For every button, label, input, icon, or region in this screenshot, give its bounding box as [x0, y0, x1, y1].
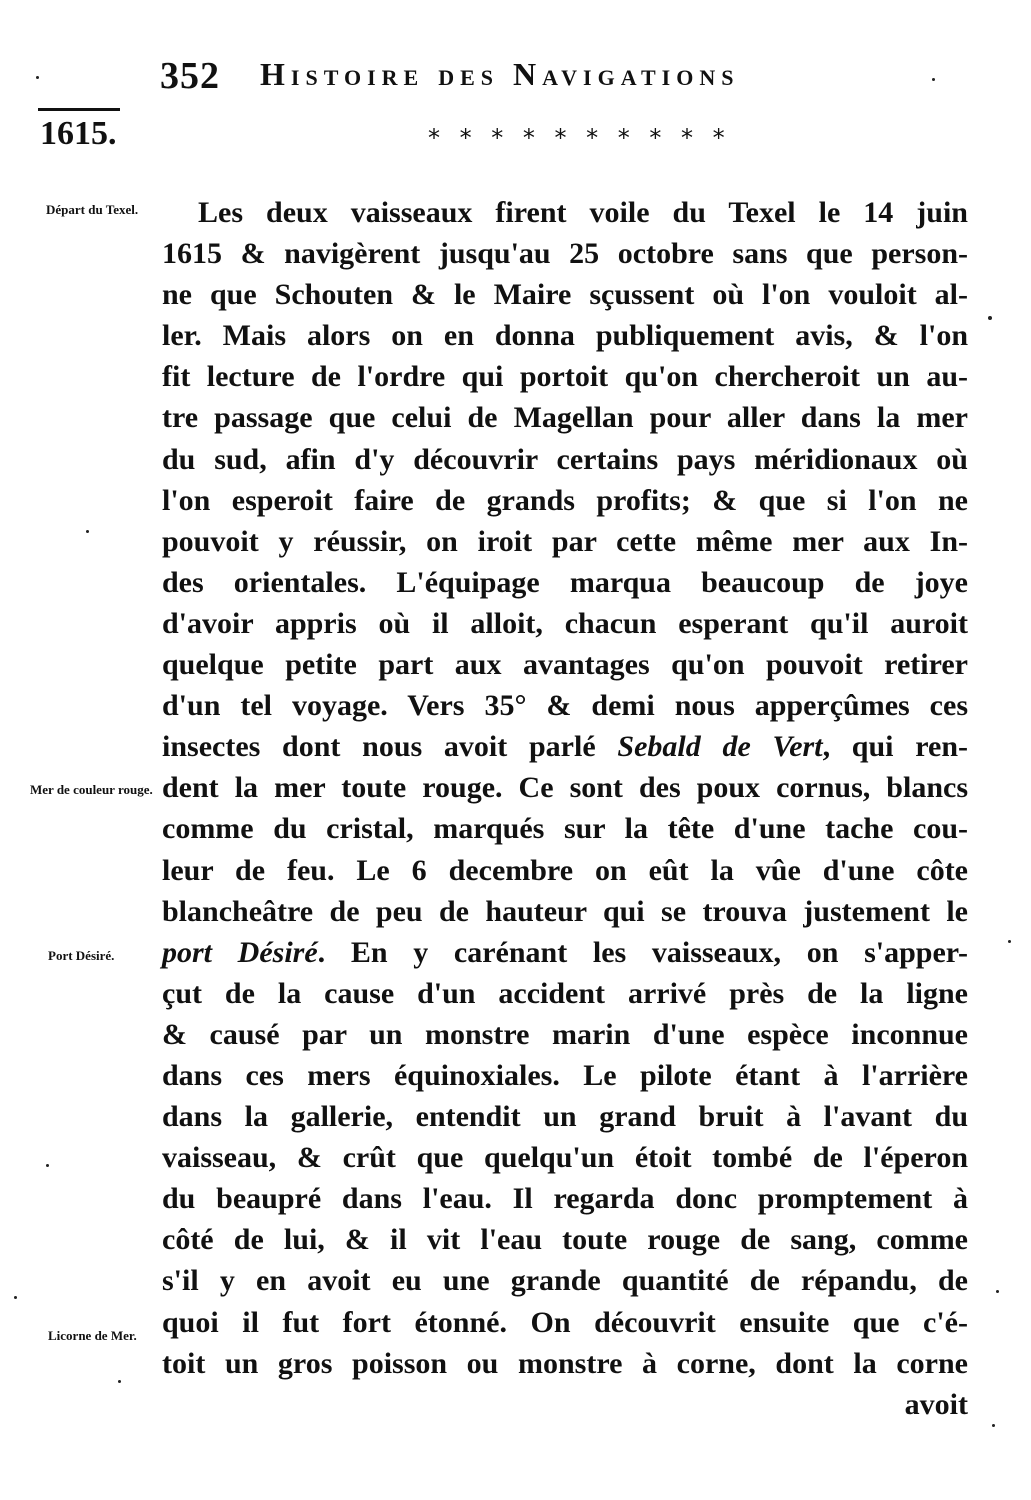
text-line: s'il y en avoit eu une grande quantité de répandu, de	[162, 1264, 968, 1298]
scan-speck	[932, 78, 935, 81]
text-line: quelque petite part aux avantages qu'on pouvoit retirer	[162, 648, 968, 682]
scan-speck	[1008, 940, 1011, 943]
text-line: d'avoir appris où il alloit, chacun esperant qu'il auroit	[162, 606, 968, 640]
text-line: dans la gallerie, entendit un grand bruit à l'avant du	[162, 1100, 968, 1134]
text-line: & causé par un monstre marin d'une espèce inconnue	[162, 1017, 968, 1051]
text-line: dans ces mers équinoxiales. Le pilote étant à l'arrière	[162, 1058, 968, 1092]
margin-note-licorne: Licorne de Mer.	[48, 1328, 137, 1343]
text-line: vaisseau, & crût que quelqu'un étoit tombé de l'éperon	[162, 1141, 968, 1175]
margin-note-port-desire: Port Désiré.	[48, 948, 115, 963]
text-line: comme du cristal, marqués sur la tête d'une tache cou-	[162, 812, 968, 846]
text-line: tre passage que celui de Magellan pour aller dans la mer	[162, 401, 968, 435]
text-line: quoi il fut fort étonné. On découvrit ensuite que c'é-	[162, 1305, 968, 1339]
text-line: pouvoit y réussir, on iroit par cette même mer aux In-	[162, 524, 968, 558]
text-line: Les deux vaisseaux firent voile du Texel le 14 juin	[198, 196, 968, 229]
text-line	[162, 932, 968, 973]
scan-speck	[14, 1296, 17, 1299]
text-line: ler. Mais alors on en donna publiquement avis, & l'on	[162, 319, 968, 353]
header-rule	[38, 108, 120, 111]
scan-speck	[118, 1380, 121, 1383]
text-line: d'un tel voyage. Vers 35° & demi nous apperçûmes ces	[162, 689, 968, 723]
scan-speck	[988, 316, 992, 320]
margin-note-mer-rouge: Mer de couleur rouge.	[30, 782, 153, 797]
text-fragment: , qui ren-	[822, 730, 969, 764]
text-line: l'on esperoit faire de grands profits; & que si l'on ne	[162, 483, 968, 517]
italic-place-name: port Désiré	[162, 935, 318, 969]
asterism-ornament: * * * * * * * * * *	[428, 124, 731, 152]
text-line: leur de feu. Le 6 decembre on eût la vûe d'une côte	[162, 853, 968, 887]
scan-speck	[86, 530, 89, 533]
text-line	[162, 726, 968, 767]
year-marginal: 1615.	[40, 115, 117, 152]
text-line: fit lecture de l'ordre qui portoit qu'on chercheroit un au-	[162, 360, 968, 394]
scan-speck	[992, 1424, 995, 1427]
scan-speck	[46, 1164, 49, 1167]
page-number: 352	[160, 55, 220, 97]
text-line: dent la mer toute rouge. Ce sont des poux cornus, blancs	[162, 771, 968, 805]
text-line: côté de lui, & il vit l'eau toute rouge de sang, comme	[162, 1223, 968, 1257]
running-head	[160, 52, 900, 102]
text-fragment: . En y carénant les vaisseaux, on s'apper-	[317, 935, 968, 969]
text-line: toit un gros poisson ou monstre à corne, dont la corne	[162, 1346, 968, 1380]
catchword: avoit	[904, 1387, 968, 1421]
text-line: des orientales. L'équipage marqua beaucoup de joye	[162, 565, 968, 599]
text-line: du beaupré dans l'eau. Il regarda donc promptement à	[162, 1182, 968, 1216]
text-line: blancheâtre de peu de hauteur qui se trouva justement le	[162, 894, 968, 928]
running-title: Histoire des Navigations	[260, 56, 740, 92]
text-line: du sud, afin d'y découvrir certains pays méridionaux où	[162, 442, 968, 476]
text-line: çut de la cause d'un accident arrivé près de la ligne	[162, 976, 968, 1010]
text-fragment: insectes dont nous avoit parlé	[162, 730, 618, 764]
margin-note-depart: Départ du Texel.	[46, 202, 139, 217]
text-line: 1615 & navigèrent jusqu'au 25 octobre sans que person-	[162, 237, 968, 271]
scan-speck	[996, 1290, 999, 1293]
text-line: ne que Schouten & le Maire sçussent où l'on vouloit al-	[162, 278, 968, 312]
italic-name: Sebald de Vert	[617, 730, 823, 764]
scan-speck	[36, 76, 39, 79]
body-text	[162, 192, 968, 1425]
